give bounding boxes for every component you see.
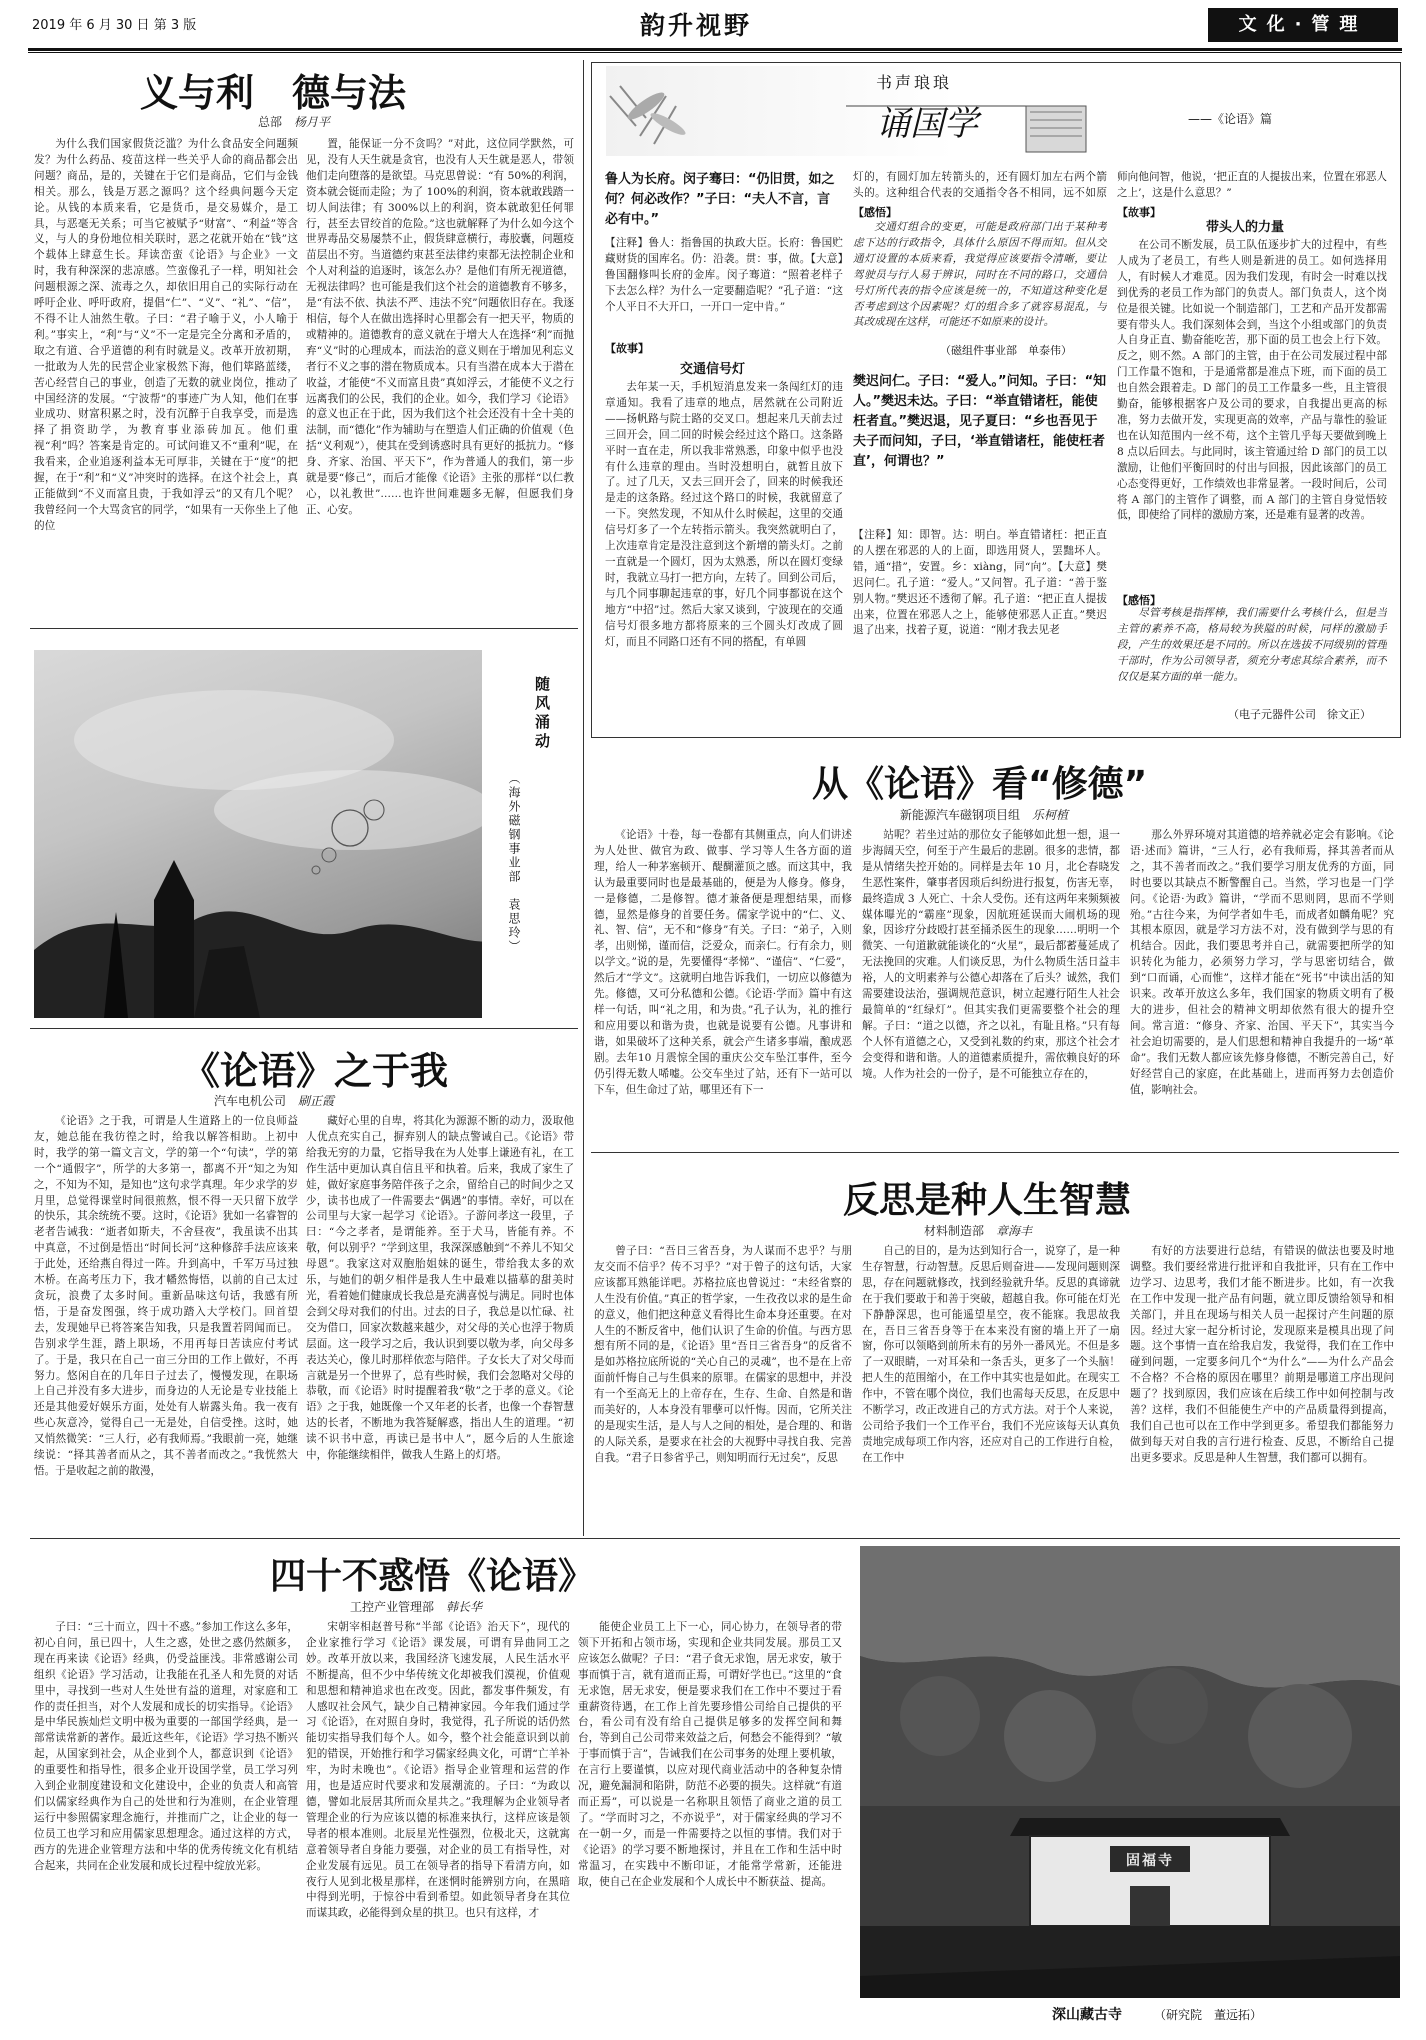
masthead-rule <box>28 48 1402 51</box>
bamboo-scroll-illustration <box>606 66 1106 156</box>
book-column-header: 书声琅琅 <box>876 73 953 92</box>
article-body-fansi-col2: 自己的目的，是为达到知行合一，说穿了，是一种生存智慧，行动智慧。反思后则奋进——发现问题则深思，存在问题就修改，找到经验就升华。反思的真谛就在于我们要敢于和善于突破，超越自我。你可能在灯光下静静深思，也可能遥望星空，夜不能寐。我思故我在，吾日三省吾身等于在本来没有窗的墙上开了一扇窗，你可以领略到前所未有的另外一番风光。不但是多了一双眼睛，一对耳朵和一条舌头，更多了一个头脑！把人生的范围缩小，在工作中其实也是如此。在现实工作中，不管在哪个岗位，我们也需每天反思，在反思中不断学习，改正改进自己的方式方法。对于个人来说，公司给予我们一个工作平台，我们不光应该每天认真负责地完成每项工作内容，还应对自己的工作进行自检，在工作中 <box>862 1245 1120 1464</box>
story1-insight-label: 【感悟】 <box>853 206 897 219</box>
article-body-fansi-col3: 有好的方法要进行总结，有错误的做法也要及时地调整。我们要经常进行批评和自我批评，只有在工作中边学习、边思考，我们才能不断进步。比如，有一次我在工作中发现一批产品有问题，就立即反馈给领导和相关部门，并且在现场与相关人员一起探讨产生问题的原因。经过大家一起分析讨论，发现原来是模具出现了问题。这个事情一直在给我启发，我觉得，我们在工作中碰到问题，一定要多问几个“为什么”——为什么产品会不合格？不合格的原因在哪里？前期是哪道工序出现问题了？找到原因，我们应该在后续工作中如何控制与改善？这样，我们不但能使生产中的产品质量得到提高，我们自己也可以在工作中学到更多。希望我们都能努力做到每天对自我的言行进行检查、反思，不断给自己提出更多要求。反思是种人生智慧，我们都可以拥有。 <box>1130 1245 1394 1464</box>
book-column-source: ——《论语》篇 <box>1188 112 1273 126</box>
story1-story-title: 交通信号灯 <box>680 362 746 377</box>
photo-wind-credit: （海外磁钢事业部 袁思玲） <box>507 772 521 954</box>
article-body-yili-col1: 为什么我们国家假货泛滥？为什么食品安全问题频发？为什么药品、疫苗这样一些关乎人命的商品都会出问题？商品，是的，关键在于它们是商品，它们与金钱相关。那么，钱是万恶之源吗？这个经典问题今天定论。从钱的本质来看，它是货币，是交易媒介，是工具，与恶毫无关系；可当它被赋予“财富”、“利益”等含义，与人的身份地位相关联时，恶之花就开始在“钱”这个载体上肆意生长。拜读峦蛮《论语》与企业》一文时，我有种深深的悲凉感。竺蛮像孔子一样，明知社会问题根源之深、流毒之久，却依旧用自己的实际行动在呼吁企业、呼吁政府，提倡“仁”、“义”、“礼”、“信”，不得不让人油然生敬。子曰：“君子喻于义，小人喻于利。”事实上，“利”与“义”不一定是完全分离和矛盾的，取之有道、合乎道德的利有时就是义。改革开放初期，一批敢为人先的民营企业家极然下海，他们筚路蓝缕，苦心经营自己的事业，创造了无数的就业岗位，推动了中国经济的发展。“宁波帮”的事迹广为人知，他们在事业成功、财富积累之时，没有沉醉于自我享受，而是选择了捐资助学，为教育事业添砖加瓦。他们重视“利”吗？答案是肯定的。可试问谁又不“重利”呢，在我看来，企业追逐利益本无可厚非，关键在于“度”的把握，在于“利”和“义”冲突时的选择。在这个社会上，真正能做到“不义而富且贵，于我如浮云”的又有几个呢？我曾经问一个大骂贪官的同学，“如果有一天你坐上了他的位 <box>34 138 298 532</box>
story2-insight: 尽管考核是指挥棒，我们需要什么考核什么，但是当主管的素养不高，格局较为狭隘的时候，同样的激励手段，产生的效果还是不同的。所以在选拔不同级别的管理干部时，作为公司领导者，须充分考虑其综合素养，而不仅仅是某方面的单一能力。 <box>1117 607 1387 683</box>
photo-side-panel <box>482 650 574 1018</box>
temple-illustration <box>860 1546 1400 1998</box>
article-body-sishi-col3: 能使企业员工上下一心，同心协力，在领导者的带领下开拓和占领市场，实现和企业共同发展。那员工又应该怎么做呢？子曰：“君子食无求饱，居无求安，敏于事而慎于言，就有道而正焉，可谓好学也已。”这里的“食无求饱，居无求安，便是要求我们在工作中不要过于看重薪资待遇，在工作上首先要珍惜公司给自己提供的平台，看公司有没有给自己提供足够多的发挥空间和舞台，等到自己公司带来效益之后，何愁会不能得到？“敏于事而慎于言”，告诫我们在公司事务的处理上要机敏，在言行上要谨慎，以应对现代商业活动中的各种复杂情况，避免漏洞和陷阱，防范不必要的损失。这样就“有道而正焉”，可以说是一名称职且领悟了商业之道的员工了。“学而时习之，不亦说乎”，对于儒家经典的学习不在一朝一夕，而是一件需要持之以恒的事情。我们对于《论语》的学习要不断地探讨，并且在工作和生活中时常温习，在实践中不断印证，才能常学常新，还能进取，使自己在企业发展和个人成长中不断获益、提高。 <box>578 1621 842 1888</box>
article-body-sishi-col2: 宋朝宰相赵普号称“半部《论语》治天下”，现代的企业家推行学习《论语》课发展，可谓有异曲同工之妙。改革开放以来，我国经济飞速发展，人民生活水平不断提高，但不少中华传统文化却被我们漠视，价值观和思想和精神追求也在改变。因此，都发事件频发，有人感叹社会风气，缺少自己精神家园。今年我们通过学习《论语》，在对照自身时，我觉得，孔子所说的话仍然能切实指导我们每个人。如今，整个社会能意识到以前犯的错误，开始推行和学习儒家经典文化，可谓“亡羊补牢，为时未晚也”。《论语》指导企业管理和运营的作用，也是适应时代要求和发展潮流的。子曰：“为政以德，譬如北辰居其所而众星共之。”我理解为企业领导者管理企业的行为应该以德的标准来执行，这样应该是领导者的根本准则。北辰星光性强烈，位极北天，这就寓意着领导者自身能力要强，对企业的员工有指导性，对企业发展有远见。员工在领导者的指导下看清方向，如夜行人见到北极星那样，在迷惘时能辨别方向，在黑暗中得到光明，于惊谷中看到希望。如此领导者身在其位而谋其政，必能得到众星的拱卫。也只有这样，才 <box>306 1621 570 1920</box>
story1-insight: 交通灯组合的变更，可能是政府部门出于某种考虑下达的行政指令，具体什么原因不得而知。但从交通灯设置的本质来看，我觉得应该要指令清晰，要让驾驶员与行人易于辨识，同时在不同的路口，交通信号灯所代表的指令应该是统一的，不知道这种变化是否考虑到这个因素呢？灯的组合多了就容易混乱，与其改成现在这样，可能还不如原来的设计。 <box>853 221 1107 329</box>
story2-notes-cont: 师向他问智，他说，‘把正直的人提拔出来，位置在邪恶人之上’，这是什么意思？” <box>1117 171 1387 199</box>
article-title-yili: 义与利 德与法 <box>140 71 407 115</box>
story1-notes: 【注释】鲁人：指鲁国的执政大臣。长府：鲁国贮藏财货的国库名。仍：沿袭。贯：事，做。【大意】鲁国翻修叫长府的金库。闵子骞道：“照着老样子下去怎么样？为什么一定要翻造呢？”孔子道：“这个人平日不大开口，一开口一定中肯。” <box>605 237 843 313</box>
byline-fansi: 材料制造部 章海丰 <box>924 1224 1033 1238</box>
story1-story: 去年某一天，手机短消息发来一条闯红灯的违章通知。我看了违章的地点，居然就在公司附近——扬帆路与院士路的交叉口。想起来几天前去过三回开会，回二回的时候会经过这个路口。这条路平时一直在走，所以我非常熟悉，印象中似乎也没有什么违章的理由。当时没想明白，就暂且放下了。过了几天，又去三回开会了，回来的时候我还是走的这条路。经过这个路口的时候，我就留意了一下。突然发现，不知从什么时候起，这里的交通信号灯多了一个左转指示箭头。我突然就明白了，上次违章肯定是没注意到这个新增的箭头灯。之前一直就是一个圆灯，因为太熟悉，所以在圆灯变绿时，我就立马打一把方向，左转了。回到公司后，与几个同事聊起违章的事，好几个同事都说在这个地方“中招”过。然后大家又谈到，宁波现在的交通信号灯很多地方都将原来的三个圆头灯改成了圆灯，而且不同路口还有不同的搭配，有单圆 <box>605 381 843 648</box>
tower-silhouette <box>154 860 194 1018</box>
issue-date: 2019 年 6 月 30 日 第 3 版 <box>32 18 197 33</box>
story2-quote: 樊迟问仁。子曰：“爱人。”问知。子曰：“知人。”樊迟未达。子曰：“举直错诸枉，能使枉者直。”樊迟退，见子夏曰：“乡也吾见于夫子而问知，子曰，‘举直错诸枉，能使枉者直’，何谓也？” <box>853 374 1107 469</box>
story1-story-label: 【故事】 <box>605 342 649 355</box>
story2-story-title: 带头人的力量 <box>1206 220 1285 235</box>
story2-story: 在公司不断发展，员工队伍逐步扩大的过程中，有些人成为了老员工，有些人则是新进的员工。如何选择用人，有时候人才难觅。因为我们发现，有时会一时难以找到优秀的老员工作为部门的负责人。部门负责人，这个岗位是很关键。比如说一个制造部门，工艺和产品开发都需要有带头人。我们深刻体会到，当这个小组或部门的负责人自身正直、勤奋能吃苦，那下面的员工也会上行下效。反之，则不然。A 部门的主管，由于在公司发展过程中部门工作量不饱和，于是通常都是准点下班，而下面的员工也自然会跟着走。D 部门的员工工作量多一些，且主管很勤奋，能够根据客户及公司的要求，自我提出更高的标准，努力去做开发，实现更高的效率，产品与靠性的验证也在认知范围内一丝不苟，这个主管几乎每天要做到晚上 8 点以后回去。与此同时，该主管通过给 D 部门的员工以激励，让他们平衡回时的付出与回报，因此该部门的员工心态变得更好，工作绩效也非常显著。一段时间后，公司将 A 部门的主管作了调整，而 A 部门的主管自身觉悟较低，即使给了同样的激励方案，还是难有显著的改善。 <box>1117 239 1387 522</box>
article-body-zhiyuwo-col1: 《论语》之于我，可谓是人生道路上的一位良师益友，她总能在我彷徨之时，给我以解答相助。上初中时，我学的第一篇文言文，学的第一个“句读”，学的第一个“通假字”，所学的大多第一，都离不开“知之为知之，不知为不知，是知也”这句求学真理。年少求学的岁月里，总觉得课堂时间很煎熬，恨不得一天只留下放学的快乐，其余统统不要。这时，《论语》犹如一名睿智的老者告诫我：“逝者如斯夫，不舍昼夜”，我虽读不出其中真意，不过倒是悟出“时间长河”这种修辞手法应该来于此处，还给燕自得过一阵。升到高中，千军万马过独木桥。在高考压力下，我才幡然悔悟，以前的自己太过贪玩，浪费了太多时间。重新品味这句话，我感有所悟，于是奋发图强，终于成功踏入大学校门。回首望去，发现她早已将答案告知我，只是我置若罔闻而已。告别求学生涯，踏上职场，不用再每日苦读应付考试了。于是，我只在自己一亩三分田的工作上做好，不再努力。悠闲自在的几年日子过去了，慢慢发现，在职场上自己并没有多大进步，而身边的人无论是专业技能上还是其他爱好娱乐方面，处处有人崭露头角。我一夜有些心灰意冷，觉得自己一无是处，自信受挫。这时，她又悄然微笑：“三人行，必有我师焉。”我眼前一亮，她继续说：“择其善者而从之，其不善者而改之。”我恍然大悟。于是收起之前的散漫， <box>34 1115 298 1477</box>
paper-name: 韵升视野 <box>640 11 753 40</box>
divider-left-mid <box>30 1028 578 1029</box>
article-body-yili-col2: 置，能保证一分不贪吗？”对此，这位同学默然，可见，没有人天生就是贪官，也没有人天生就是恶人，带领他们走向堕落的是欲望。马克思曾说：“有 50%的利润，资本就会铤而走险；为了 100%的利润，资本就敢践踏一切人间法律；有 300%以上的利润，资本就敢犯任何罪行，甚至去冒绞首的危险。”这也就解释了为什么如今这个世界毒品交易屡禁不止，假货肆意横行，毒胶囊，问题疫苗层出不穷。当道德约束甚至法律约束都无法控制企业和个人对利益的追逐时，该怎么办？是他们有所无视道德，无视法律吗？也可能是我们这个社会的道德教育不够多，是“有法不依、执法不严、违法不究”问题依旧存在。我逐相信，每个人在做出选择时心里都会有一把天平，物质的或精神的。道德教育的意义就在于增大人在选择“利”而抛弃“义”时的心理成本，而法治的意义则在于增加见利忘义者行不义之事的潜在物质成本。只有当潜在成本大于潜在收益，才能使“不义而富且贵”真如浮云，才能使不义之行远离我们的公民，我们的企业。如今，我们学习《论语》的意义也正在于此，因为我们这个社会还没有十全十美的法制，而“德化”作为辅助与在塑造人们正确的价值观（色括“义利观”），使其在受到诱惑时具有更好的抵抗力。“修身、齐家、治国、平天下”，作为普通人的我们，第一步就是要“修己”，而后才能像《论语》主张的那样“以仁教心，以礼教世”……也许世间难题多无解，但愿我们身正、心安。 <box>306 138 574 516</box>
temple-roof <box>1010 1818 1290 1836</box>
article-body-fansi-col1: 曾子曰：“吾日三省吾身，为人谋而不忠乎？与朋友交而不信乎？传不习乎？”对于曾子的这句话，大家应该都耳熟能详吧。苏格拉底也曾说过：“未经省察的人生没有价值。”真正的哲学家，一生孜孜以求的是生命的意义，他们把这种意义看得比生命本身还重要。在对人生的不断反省中，他们认识了生命的价值。与西方思想有所不同的是，《论语》里“吾日三省吾身”的反省不是如苏格拉底所说的“关心自己的灵魂”，也不是在上帝面前忏悔自己与生俱来的原罪。在儒家的思想中，并没有一个至高无上的上帝存在，生存、生命、自然是和谐而美好的，人本身没有罪孽可以忏悔。因而，它所关注的是现实生活，是人与人之间的相处，是合理的、和谐的人际关系，是要求在社会的大视野中寻找自我、完善自我。“君子日参省乎己，则知明而行无过矣”，反思 <box>594 1245 852 1464</box>
story1-quote: 鲁人为长府。闵子骞曰：“仍旧贯，如之何？何必改作？”子曰：“夫人不言，言必有中。” <box>605 172 835 227</box>
section-label: 文化·管理 <box>1208 8 1398 42</box>
article-body-xiude-col2: 站呢？若坐过站的那位女子能够如此想一想，退一步海阔天空，何至于产生最后的悲剧。很多的悲情，都是从情绪失控开始的。同样是去年 10 月，北仑春晓发生恶性案件，肇事者因琐后纠纷进行报复，伤害无辜，最终造成 3 人死亡、十余人受伤。还有这两年来频频被媒体曝光的“霸座”现象，因航班延误而大闹机场的现象，因诊疗分歧殴打甚至捅杀医生的现象……明明一个微笑、一句道歉就能谈化的“火星”，最后都蓄蔓延成了无法挽回的灾难。人们谈反思，为什么物质生活日益丰裕，人的文明素养与公德心却落在了后头？诚然，我们需要建设法治，强调规范意识，树立起遵行陌生人社会最简单的“红绿灯”。但其实我们更需要整个社会的理解。子曰：“道之以德，齐之以礼，有耻且格。”只有每个人怀有道德之心，又受到礼数的约束，那这个社会才会变得和谐和谐。人的道德素质提升，需依赖良好的环境。人作为社会的一份子，是不可能独立存在的， <box>862 829 1120 1080</box>
temple-plaque-text: 固福寺 <box>1126 1853 1174 1869</box>
story2-story-label: 【故事】 <box>1117 206 1161 219</box>
byline-xiude: 新能源汽车磁钢项目组 乐柯植 <box>900 808 1069 822</box>
article-title-xiude: 从《论语》看“修德” <box>812 764 1148 805</box>
article-body-xiude-col3: 那么外界环境对其道德的培养就必定会有影响。《论语·述而》篇讲，“三人行，必有我师焉，择其善者而从之，其不善者而改之。”我们要学习朋友优秀的方面，同时也要以其缺点不断警醒自己。当然，学习也是一门学问。《论语·为政》篇讲，“学而不思则罔，思而不学则殆。”古往今来，为何学者如牛毛，而成者如麟角呢？究其根本原因，就是学习方法不对，没有做到学与思的有机结合。因此，我们要思考并自己，就需要把所学的知识转化为能力，必须努力学习，学与思密切结合，做到“口而诵，心而惟”，这样才能在“死书”中读出活的知识来。改革开放这么多年，我们国家的物质文明有了极大的进步，但社会的精神文明却依然有很大的提升空间。常言道：“修身、齐家、治国、平天下”，其实当今社会迫切需要的，是人们思想和精神自我提升的一场“革命”。我们无数人都应该先修身修德，不断完善自己，好好经营自己的家庭，在此基础上，进而再努力去创造价值，影响社会。 <box>1130 829 1394 1096</box>
byline-yili: 总部 杨月平 <box>258 115 331 129</box>
photo-wind-title: 随风涌动 <box>533 676 551 752</box>
article-title-sishi: 四十不惑悟《论语》 <box>270 1556 595 1597</box>
photo-temple-credit: （研究院 董远拓） <box>1154 2008 1263 2022</box>
story2-insight-label: 【感悟】 <box>1117 594 1161 607</box>
story2-notes: 【注释】知：即智。达：明白。举直错诸枉：把正直的人摆在邪恶的人的上面，即选用贤人，罢黜坏人。错，通“措”，安置。乡：xiàng，同“向”。【大意】樊迟问仁。孔子道：“爱人。”又问智。孔子道：“善于鉴别人物。”樊迟还不透彻了解。孔子道：“把正直人提拔出来，位置在邪恶人之上，能够使邪恶人正直。”樊迟退了出来，找着子夏，说道：“刚才我去见老 <box>853 529 1107 637</box>
photo-temple <box>860 1546 1400 1998</box>
article-title-zhiyuwo: 《论语》之于我 <box>182 1049 449 1093</box>
section-divider-2 <box>30 1538 1400 1539</box>
byline-zhiyuwo: 汽车电机公司 刷正霞 <box>214 1094 335 1108</box>
story2-insight-sign: （电子元器件公司 徐文正） <box>1228 708 1371 721</box>
divider-left-top <box>30 628 578 629</box>
article-title-fansi: 反思是种人生智慧 <box>843 1180 1132 1221</box>
article-body-sishi-col1: 子曰：“三十而立，四十不惑。”参加工作这么多年，初心自问，虽已四十，人生之惑，处世之惑仍然颇多，现在再来读《论语》经典，仍受益匪浅。非常感谢公司组织《论语》学习活动，让我能在孔圣人和先贤的对话里中，寻找到一些对人生处世有益的道理，对家庭和工作的责任担当，对个人发展和成长的切实指导。《论语》是中华民族灿烂文明中极为重要的一部国学经典，是一部常读常新的著作。最近这些年，《论语》学习热不断兴起，从国家到社会，从企业到个人，都意识到《论语》的重要性和指导性，很多企业开设国学堂，员工学习列入到企业制度建设和文化建设中，企业的负责人和高管们以儒家经典作为自己的处世和行为准则，在企业管理运行中参照儒家理念施行，并推而广之，让企业的每一位员工也学习和应用儒家思想理念。通过这样的方式，西方的先进企业管理方法和中华的优秀传统文化有机结合起来，共同在企业发展和成长过程中绽放光彩。 <box>34 1621 298 1872</box>
story1-story-cont: 灯的，有圆灯加左转箭头的，还有圆灯加左右两个箭头的。这种组合代表的交通指令各不相同，远不如原 <box>853 171 1107 199</box>
photo-wind-bubbles <box>34 650 574 1018</box>
column-rule-left <box>583 60 584 1536</box>
masthead-rule-thin <box>28 52 1402 53</box>
byline-sishi: 工控产业管理部 韩长华 <box>350 1600 483 1614</box>
photo-temple-caption: 深山藏古寺 <box>1052 2007 1122 2023</box>
section-divider-1 <box>591 1152 1399 1153</box>
book-column-title: 诵国学 <box>876 104 978 144</box>
book-column-banner <box>606 66 1106 156</box>
article-body-xiude-col1: 《论语》十卷，每一卷都有其侧重点，向人们讲述为人处世、做官为政、做事、学习等人生各方面的道理，给人一种茅塞顿开、醍醐灌顶之感。而这其中，我认为最重要同时也是最基础的，便是为人修身。修身，一是修德，二是修智。德才兼备便是理想结果，而修德，显然是修身的首要任务。儒家学说中的“仁、义、礼、智、信”，无不和“修身”有关。子曰：“弟子，入则孝，出则悌，谨而信，泛爱众，而亲仁。行有余力，则以学文。”说的是，先要懂得“孝悌”、“谨信”、“仁爱”，然后才“学文”。这就明白地告诉我们，一切应以修德为先。修德，又可分私德和公德。《论语·学而》篇中有这样一句话，叫“礼之用，和为贵。”孔子认为，礼的推行和应用要以和谐为贵，也就是说要有公德。凡事讲和谐，如果破坏了这种关系，就会产生诸多事端，酿成恶剧。去年10 月震惊全国的重庆公交车坠江事件，至今仍引得无数人唏嘘。公交车坐过了站，还有下一站可以下车，但生命过了站，哪里还有下一 <box>594 829 852 1096</box>
article-body-zhiyuwo-col2: 藏好心里的自卑，将其化为源源不断的动力，汲取他人优点充实自己，摒弃别人的缺点警诫自己。《论语》带给我无穷的力量，它指导我在为人处事上谦逊有礼，在工作生活中更加认真自信且平和执着。后来，我成了家生了娃，做好家庭事务陪伴孩子之余，留给自己的时间少之又少，读书也成了一件需要去“偶遇”的事情。幸好，可以在公司里与大家一起学习《论语》。子游问孝这一段里，子曰：“今之孝者，是谓能养。至于犬马，皆能有养。不敬，何以别乎？”学到这里，我深深感触到“不养儿不知父母恩”。我家这对双胞胎姐妹的诞生，带给我太多的欢乐，与她们的朝夕相伴是我人生中最难以描摹的甜美时光，看着她们健康成长我总是充满喜悦与满足。同时也体会到父母对我们的付出。过去的日子，我总是以忙碌、社交为借口，回家次数越来越少，对父母的关心也浮于物质层面。这一段学习之后，我认识到要以敬为孝，向父母多表达关心，像儿时那样依恋与陪伴。子女长大了对父母而言就是另一个世界了，总有些时候，我们会忽略对父母的恭敬，而《论语》时时提醒着我“敬”之于孝的意义。《论语》之于我，她既像一个又年老的长者，也像一个春智慧达的长者，不断地为我答疑解惑，指出人生的道理。“初读不识书中意，再读已是书中人”，愿今后的人生旅途中，你能继续相伴，做我人生路上的灯塔。 <box>306 1115 574 1462</box>
story1-insight-sign: （磁组件事业部 单泰伟） <box>940 344 1072 357</box>
bubble-small <box>322 848 336 862</box>
